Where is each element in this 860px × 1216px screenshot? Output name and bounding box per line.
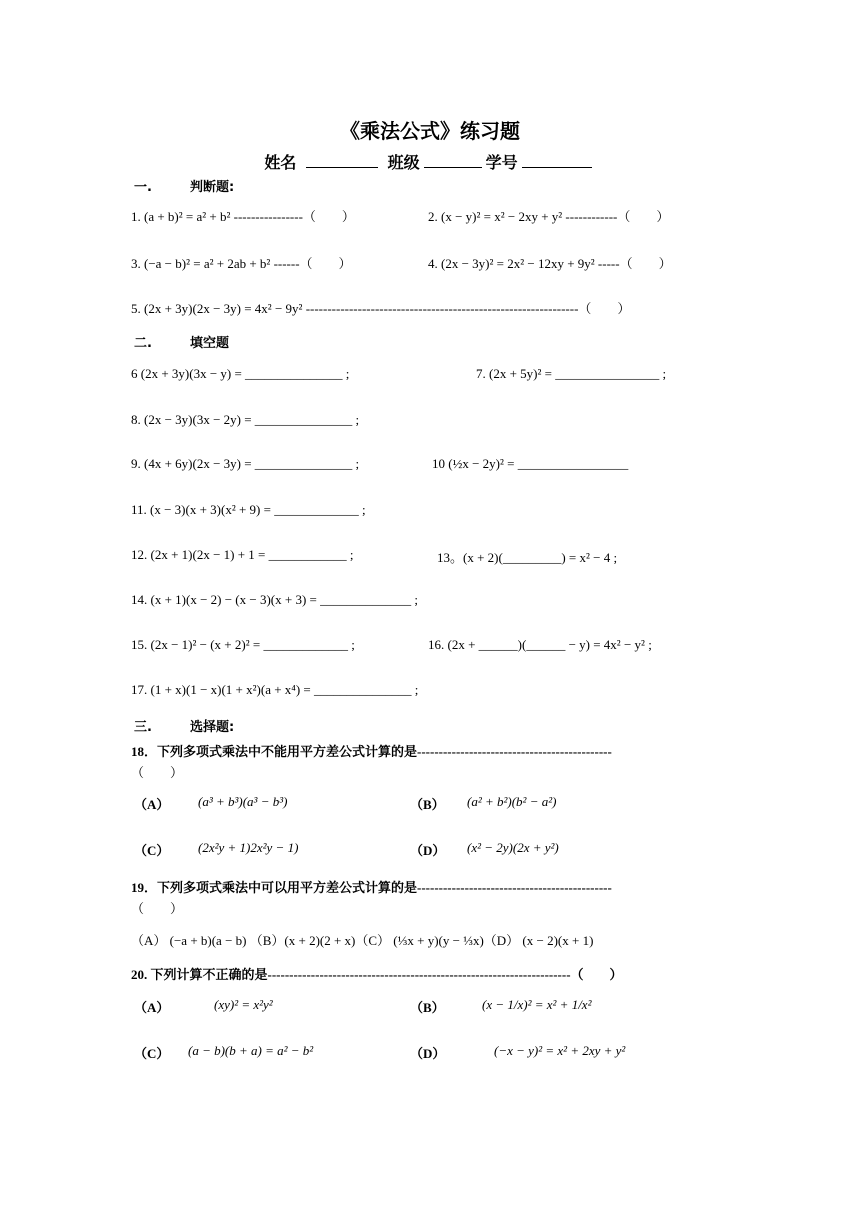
question-18-option-b[interactable]: (a² + b²)(b² − a²) bbox=[467, 794, 557, 809]
question-19-options[interactable]: （A） (−a + b)(a − b) （B）(x + 2)(2 + x)（C） (⅓x + y)(y − ⅓x)（D） (x − 2)(x + 1) bbox=[131, 933, 594, 948]
id-label: 学号 bbox=[485, 153, 518, 172]
question-18-option-d[interactable]: (x² − 2y)(2x + y²) bbox=[467, 840, 559, 855]
question-1: 1. (a + b)² = a² + b² ----------------（ ） bbox=[131, 209, 355, 224]
section-1-number: 一. bbox=[134, 180, 152, 195]
name-label: 姓名 bbox=[264, 153, 297, 172]
question-17: 17. (1 + x)(1 − x)(1 + x²)(a + x⁴) = _______________ ; bbox=[131, 682, 419, 697]
question-20-option-c-label: （C） bbox=[134, 1046, 170, 1061]
section-2-title: 填空题 bbox=[190, 336, 230, 351]
question-7: 7. (2x + 5y)² = ________________ ; bbox=[476, 366, 667, 381]
question-20-option-a-label: （A） bbox=[134, 1000, 170, 1015]
question-19: 19．下列多项式乘法中可以用平方差公式计算的是--------------------------------------------- bbox=[131, 880, 612, 895]
question-20-option-a[interactable]: (xy)² = x²y² bbox=[214, 997, 273, 1012]
question-20: 20. 下列计算不正确的是----------------------------------------------------------------------（ ） bbox=[131, 967, 623, 982]
section-2-number: 二. bbox=[134, 336, 152, 351]
name-blank[interactable] bbox=[306, 153, 378, 168]
question-20-option-c[interactable]: (a − b)(b + a) = a² − b² bbox=[188, 1043, 314, 1058]
question-18-option-c-label: （C） bbox=[134, 843, 170, 858]
question-2: 2. (x − y)² = x² − 2xy + y² ------------（ ） bbox=[428, 209, 670, 224]
question-18-option-d-label: （D） bbox=[410, 843, 446, 858]
question-20-option-b[interactable]: (x − 1/x)² = x² + 1/x² bbox=[482, 997, 592, 1012]
question-10: 10 (½x − 2y)² = _________________ bbox=[432, 456, 629, 471]
question-18-option-c[interactable]: (2x²y + 1)2x²y − 1) bbox=[198, 840, 299, 855]
question-18: 18．下列多项式乘法中不能用平方差公式计算的是--------------------------------------------- bbox=[131, 744, 612, 759]
question-8: 8. (2x − 3y)(3x − 2y) = _______________ ; bbox=[131, 412, 360, 427]
question-15: 15. (2x − 1)² − (x + 2)² = _____________ ; bbox=[131, 637, 355, 652]
page-title: 《乘法公式》练习题 bbox=[340, 119, 520, 143]
question-14: 14. (x + 1)(x − 2) − (x − 3)(x + 3) = ______________ ; bbox=[131, 592, 418, 607]
class-label: 班级 bbox=[387, 153, 420, 172]
question-18-answer-paren: （ ） bbox=[131, 765, 184, 780]
question-6: 6 (2x + 3y)(3x − y) = _______________ ; bbox=[131, 366, 350, 381]
question-4: 4. (2x − 3y)² = 2x² − 12xy + 9y² -----（ ） bbox=[428, 256, 672, 271]
question-18-option-a[interactable]: (a³ + b³)(a³ − b³) bbox=[198, 794, 288, 809]
question-11: 11. (x − 3)(x + 3)(x² + 9) = _____________ ; bbox=[131, 502, 366, 517]
question-3: 3. (−a − b)² = a² + 2ab + b² ------（ ） bbox=[131, 256, 352, 271]
question-19-answer-paren: （ ） bbox=[131, 901, 184, 916]
question-5: 5. (2x + 3y)(2x − 3y) = 4x² − 9y² ---------------------------------------------------------------（ ） bbox=[131, 301, 631, 316]
question-18-option-b-label: （B） bbox=[410, 797, 445, 812]
question-20-option-b-label: （B） bbox=[410, 1000, 445, 1015]
class-blank[interactable] bbox=[424, 153, 482, 168]
section-1-title: 判断题: bbox=[190, 180, 235, 195]
question-20-option-d-label: （D） bbox=[410, 1046, 446, 1061]
question-20-option-d[interactable]: (−x − y)² = x² + 2xy + y² bbox=[494, 1043, 626, 1058]
section-3-number: 三. bbox=[134, 720, 152, 735]
question-12: 12. (2x + 1)(2x − 1) + 1 = ____________ ; bbox=[131, 547, 354, 562]
id-blank[interactable] bbox=[522, 153, 592, 168]
question-9: 9. (4x + 6y)(2x − 3y) = _______________ ; bbox=[131, 456, 360, 471]
section-3-title: 选择题: bbox=[190, 720, 235, 735]
question-13: 13。(x + 2)(_________) = x² − 4 ; bbox=[437, 550, 618, 565]
question-16: 16. (2x + ______)(______ − y) = 4x² − y² ; bbox=[428, 637, 652, 652]
student-info-line bbox=[0, 150, 860, 173]
question-18-option-a-label: （A） bbox=[134, 797, 170, 812]
